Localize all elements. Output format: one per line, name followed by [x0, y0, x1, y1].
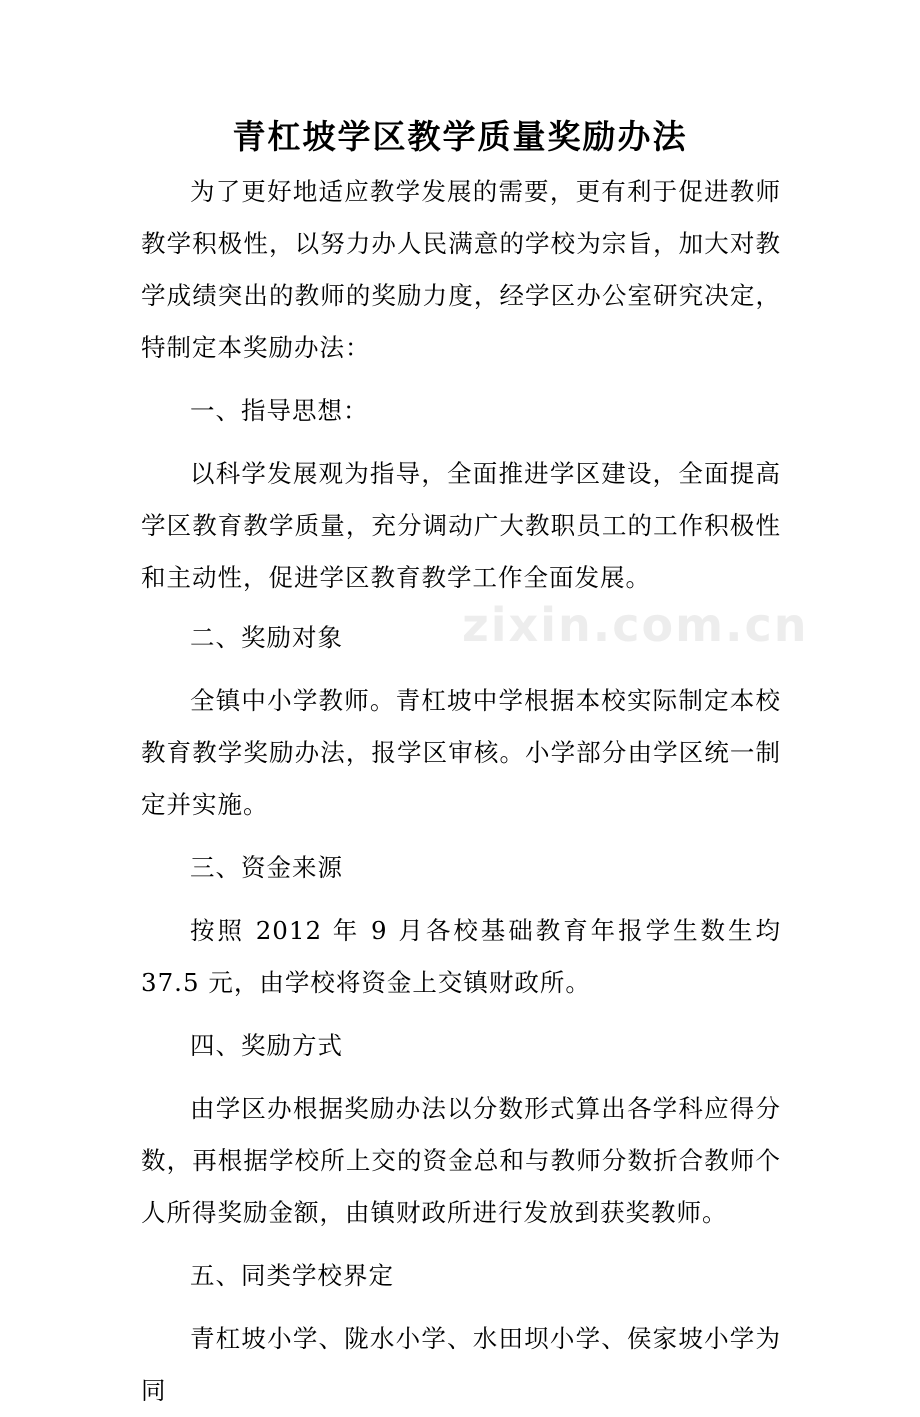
paragraph-reward-targets: 全镇中小学教师。青杠坡中学根据本校实际制定本校教育教学奖励办法，报学区审核。小学部分由学区统一制定并实施。: [141, 686, 781, 819]
paragraph-fund-source: 按照 2012 年 9 月各校基础教育年报学生数生均 37.5 元，由学校将资金上交镇财政所。: [141, 916, 781, 997]
paragraph-guiding-ideology: 以科学发展观为指导，全面推进学区建设，全面提高学区教育教学质量，充分调动广大教职员工的工作积极性和主动性，促进学区教育教学工作全面发展。: [141, 459, 781, 592]
section-heading-fund-source: 三、资金来源: [190, 853, 343, 882]
paragraph-intro: 为了更好地适应教学发展的需要，更有利于促进教师教学积极性，以努力办人民满意的学校为宗旨，加大对教学成绩突出的教师的奖励力度，经学区办公室研究决定，特制定本奖励办法：: [141, 177, 781, 362]
section-heading-reward-method: 四、奖励方式: [190, 1031, 343, 1060]
section-heading-school-classification: 五、同类学校界定: [190, 1261, 394, 1290]
paragraph-reward-method: 由学区办根据奖励办法以分数形式算出各学科应得分数，再根据学校所上交的资金总和与教师分数折合教师个人所得奖励金额，由镇财政所进行发放到获奖教师。: [141, 1094, 781, 1227]
paragraph-school-classification: 青杠坡小学、陇水小学、水田坝小学、侯家坡小学为同: [141, 1324, 781, 1405]
section-heading-reward-targets: 二、奖励对象: [190, 623, 343, 652]
document-title: 青杠坡学区教学质量奖励办法: [232, 117, 688, 156]
document-body: [141, 166, 781, 1417]
watermark: zixin.com.cn: [462, 598, 809, 652]
section-heading-guiding-ideology: 一、指导思想：: [190, 396, 369, 425]
